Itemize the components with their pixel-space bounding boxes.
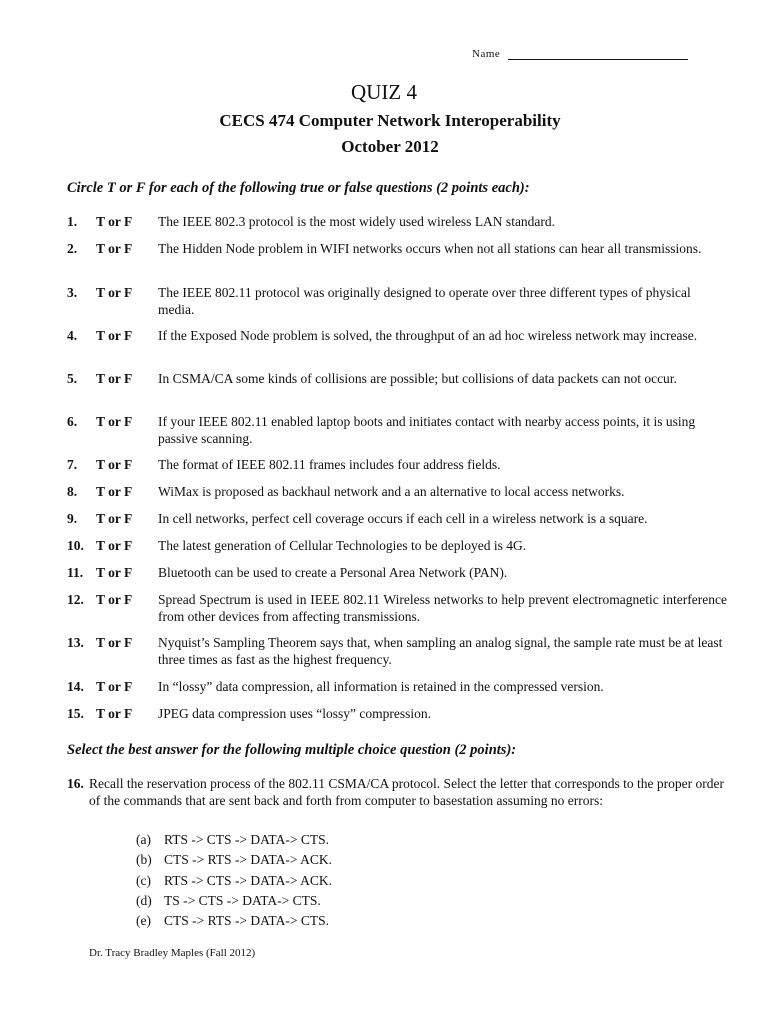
option-text: CTS -> RTS -> DATA-> CTS. [164, 913, 329, 929]
mc-option-c[interactable] [136, 871, 332, 891]
mc-option-d[interactable] [136, 891, 332, 911]
tf-question [67, 327, 727, 344]
tf-question [67, 510, 727, 527]
true-false-choice[interactable]: T or F [96, 371, 133, 386]
question-text: The IEEE 802.11 protocol was originally designed to operate over three different types of physical media. [158, 285, 691, 317]
question-number: 8. [67, 484, 78, 499]
tf-question [67, 456, 727, 473]
true-false-choice[interactable]: T or F [96, 635, 133, 650]
question-number: 4. [67, 328, 78, 343]
tf-question [67, 634, 727, 668]
question-text: Nyquist’s Sampling Theorem says that, when sampling an analog signal, the sample rate must be at least three times as fast as the highest frequency. [158, 635, 723, 667]
true-false-choice[interactable]: T or F [96, 285, 133, 300]
question-number: 11. [67, 565, 84, 580]
tf-question [67, 564, 727, 581]
question-number: 9. [67, 511, 78, 526]
true-false-choice[interactable]: T or F [96, 538, 133, 553]
tf-question [67, 370, 727, 387]
option-letter: (a) [136, 832, 151, 847]
true-false-choice[interactable]: T or F [96, 241, 133, 256]
name-field[interactable] [472, 47, 688, 60]
question-text: Bluetooth can be used to create a Personal Area Network (PAN). [158, 565, 508, 580]
question-text: If the Exposed Node problem is solved, the throughput of an ad hoc wireless network may increase. [158, 328, 698, 343]
tf-question [67, 537, 727, 554]
tf-question [67, 591, 727, 625]
true-false-choice[interactable]: T or F [96, 511, 133, 526]
tf-question [67, 483, 727, 500]
option-text: CTS -> RTS -> DATA-> ACK. [164, 852, 332, 868]
question-number: 3. [67, 285, 78, 300]
mc-option-b[interactable] [136, 850, 332, 870]
question-text: Recall the reservation process of the 802.11 CSMA/CA protocol. Select the letter that corresponds to the proper order of the commands that are sent back and forth from computer to basestation assuming no errors: [89, 776, 724, 808]
question-text: Spread Spectrum is used in IEEE 802.11 Wireless networks to help prevent electromagnetic interference from other devices from affecting transmissions. [158, 592, 727, 624]
question-text: In “lossy” data compression, all information is retained in the compressed version. [158, 679, 604, 694]
option-text: TS -> CTS -> DATA-> CTS. [164, 892, 321, 908]
tf-question [67, 284, 727, 318]
question-text: In cell networks, perfect cell coverage occurs if each cell in a wireless network is a square. [158, 511, 648, 526]
question-number: 2. [67, 241, 78, 256]
question-number: 12. [67, 592, 84, 607]
true-false-choice[interactable]: T or F [96, 328, 133, 343]
question-text: The IEEE 802.3 protocol is the most widely used wireless LAN standard. [158, 214, 556, 229]
mc-options [136, 830, 332, 931]
true-false-choice[interactable]: T or F [96, 214, 133, 229]
question-number: 16. [67, 776, 84, 791]
question-number: 13. [67, 635, 84, 650]
true-false-choice[interactable]: T or F [96, 484, 133, 499]
option-letter: (e) [136, 913, 151, 929]
question-number: 1. [67, 214, 78, 229]
question-number: 10. [67, 538, 84, 553]
option-letter: (b) [136, 852, 152, 868]
true-false-choice[interactable]: T or F [96, 706, 133, 721]
footer-author: Dr. Tracy Bradley Maples (Fall 2012) [89, 947, 256, 959]
true-false-choice[interactable]: T or F [96, 457, 133, 472]
true-false-choice[interactable]: T or F [96, 592, 133, 607]
quiz-title: QUIZ 4 [351, 80, 417, 104]
question-text: The format of IEEE 802.11 frames includes four address fields. [158, 457, 501, 472]
question-text: The latest generation of Cellular Technologies to be deployed is 4G. [158, 538, 527, 553]
mc-question [67, 775, 727, 809]
true-false-choice[interactable]: T or F [96, 565, 133, 580]
true-false-choice[interactable]: T or F [96, 414, 133, 429]
tf-instructions: Circle T or F for each of the following true or false questions (2 points each): [67, 180, 530, 196]
question-number: 14. [67, 679, 84, 694]
question-text: In CSMA/CA some kinds of collisions are possible; but collisions of data packets can not occur. [158, 371, 677, 386]
option-text: RTS -> CTS -> DATA-> ACK. [164, 872, 332, 888]
tf-question [67, 213, 727, 230]
question-number: 6. [67, 414, 78, 429]
question-number: 5. [67, 371, 78, 386]
question-text: If your IEEE 802.11 enabled laptop boots and initiates contact with nearby access points, it is using passive scanning. [158, 414, 696, 446]
mc-option-e[interactable] [136, 911, 332, 931]
name-label: Name [472, 48, 501, 60]
mc-option-a[interactable] [136, 830, 332, 850]
question-text: The Hidden Node problem in WIFI networks occurs when not all stations can hear all transmissions. [158, 241, 702, 256]
question-number: 7. [67, 457, 78, 472]
tf-question [67, 678, 727, 695]
true-false-choice[interactable]: T or F [96, 679, 133, 694]
option-letter: (c) [136, 872, 151, 888]
tf-question [67, 413, 727, 447]
tf-question [67, 705, 727, 722]
option-text: RTS -> CTS -> DATA-> CTS. [164, 832, 329, 847]
question-text: WiMax is proposed as backhaul network and a an alternative to local access networks. [158, 484, 625, 499]
name-blank-line[interactable] [508, 47, 688, 60]
quiz-date: October 2012 [341, 137, 439, 156]
question-number: 15. [67, 706, 84, 721]
option-letter: (d) [136, 892, 152, 908]
course-title: CECS 474 Computer Network Interoperability [219, 111, 561, 130]
question-text: JPEG data compression uses “lossy” compression. [158, 706, 431, 721]
tf-question [67, 240, 727, 257]
mc-instructions: Select the best answer for the following multiple choice question (2 points): [67, 742, 517, 758]
